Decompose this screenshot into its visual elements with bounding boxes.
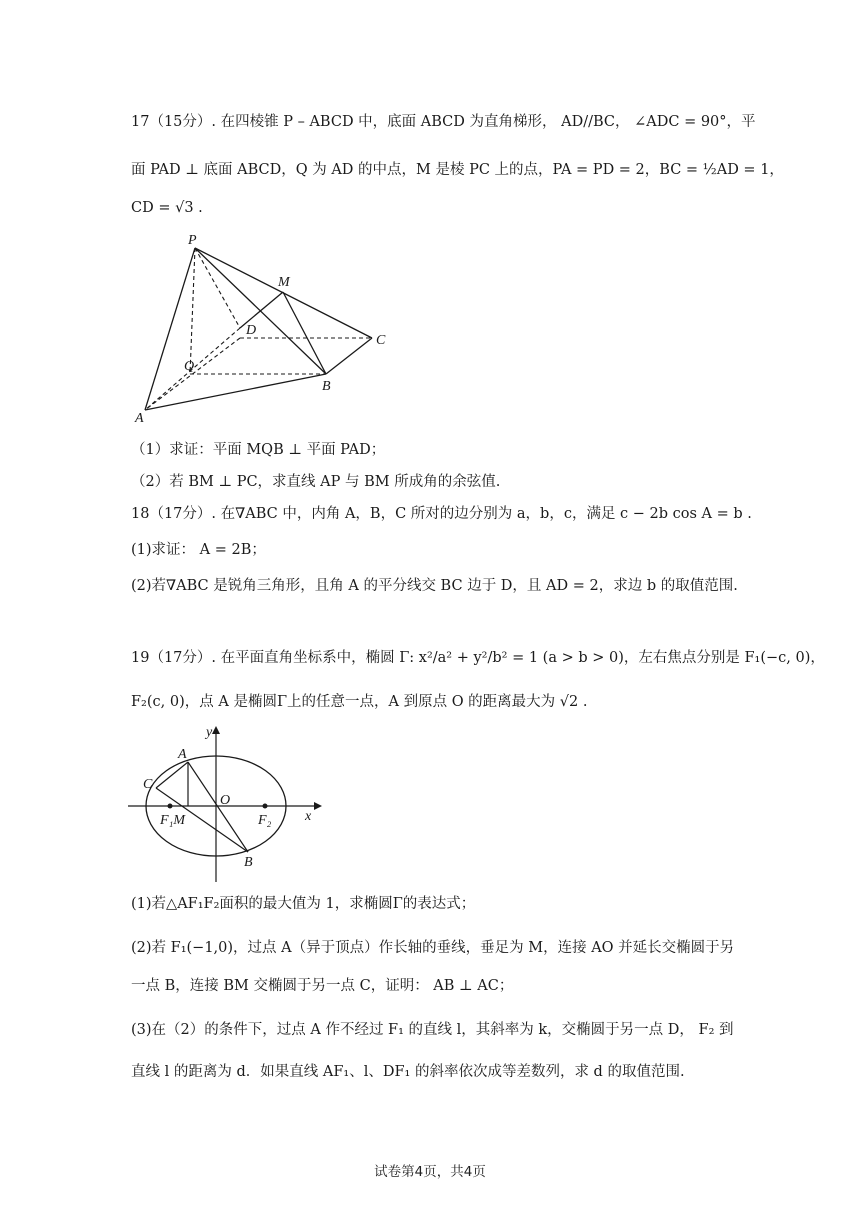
label-B2: B xyxy=(244,855,253,870)
q19-sub2b: 一点 B，连接 BM 交椭圆于另一点 C，证明： AB ⊥ AC； xyxy=(131,978,514,994)
q19-line1: 19（17分）. 在平面直角坐标系中，椭圆 Γ: x²/a² + y²/b² = 1 (a > b > 0)，左右焦点分别是 F₁(−c, 0)， xyxy=(131,650,825,666)
label-O: O xyxy=(220,793,231,808)
q18-sub2: (2)若∇ABC 是锐角三角形，且角 A 的平分线交 BC 边于 D，且 AD = 2，求边 b 的取值范围. xyxy=(131,578,738,594)
q18-line1: 18（17分）. 在∇ABC 中，内角 A，B，C 所对的边分别为 a，b，c，满足 c − 2b cos A = b . xyxy=(131,506,752,522)
q19-sub1: (1)若△AF₁F₂面积的最大值为 1，求椭圆Γ的表达式； xyxy=(131,896,476,912)
q19-sub3a: (3)在（2）的条件下，过点 A 作不经过 F₁ 的直线 l，其斜率为 k，交椭圆于另一点 D， F₂ 到 xyxy=(131,1022,734,1038)
label-B: B xyxy=(322,379,331,394)
q17-line2: 面 PAD ⊥ 底面 ABCD，Q 为 AD 的中点，M 是棱 PC 上的点，PA = PD = 2，BC = ½AD = 1， xyxy=(131,162,784,178)
q17-sub1: （1）求证：平面 MQB ⊥ 平面 PAD； xyxy=(131,442,386,458)
label-P: P xyxy=(188,233,197,248)
pyramid-figure xyxy=(130,228,400,428)
q17-line3: CD = √3 . xyxy=(131,200,203,216)
q19-sub2a: (2)若 F₁(−1,0)，过点 A（异于顶点）作长轴的垂线，垂足为 M，连接 AO 并延长交椭圆于另 xyxy=(131,940,735,956)
label-A2: A xyxy=(178,747,187,762)
label-C2: C xyxy=(143,777,153,792)
label-Q: Q xyxy=(184,359,195,374)
label-C: C xyxy=(376,333,386,348)
label-M: M xyxy=(278,275,290,290)
q17-line1: 17（15分）. 在四棱锥 P – ABCD 中，底面 ABCD 为直角梯形， AD//BC， ∠ADC = 90°，平 xyxy=(131,114,756,130)
label-y: y xyxy=(206,725,213,740)
label-x: x xyxy=(305,809,312,824)
q19-line2: F₂(c, 0)，点 A 是椭圆Γ上的任意一点，A 到原点 O 的距离最大为 √2 . xyxy=(131,694,588,710)
label-F1M: F₁M xyxy=(160,813,186,828)
label-A: A xyxy=(135,411,144,426)
q19-sub3b: 直线 l 的距离为 d．如果直线 AF₁、l、DF₁ 的斜率依次成等差数列，求 d 的取值范围. xyxy=(131,1064,685,1080)
q18-sub1: (1)求证： A = 2B； xyxy=(131,542,266,558)
q17-sub2: （2）若 BM ⊥ PC，求直线 AP 与 BM 所成角的余弦值. xyxy=(131,474,501,490)
page-footer: 试卷第4页，共4页 xyxy=(374,1164,486,1180)
ellipse-figure xyxy=(128,722,328,882)
label-D: D xyxy=(246,323,257,338)
label-F2: F₂ xyxy=(258,813,272,828)
